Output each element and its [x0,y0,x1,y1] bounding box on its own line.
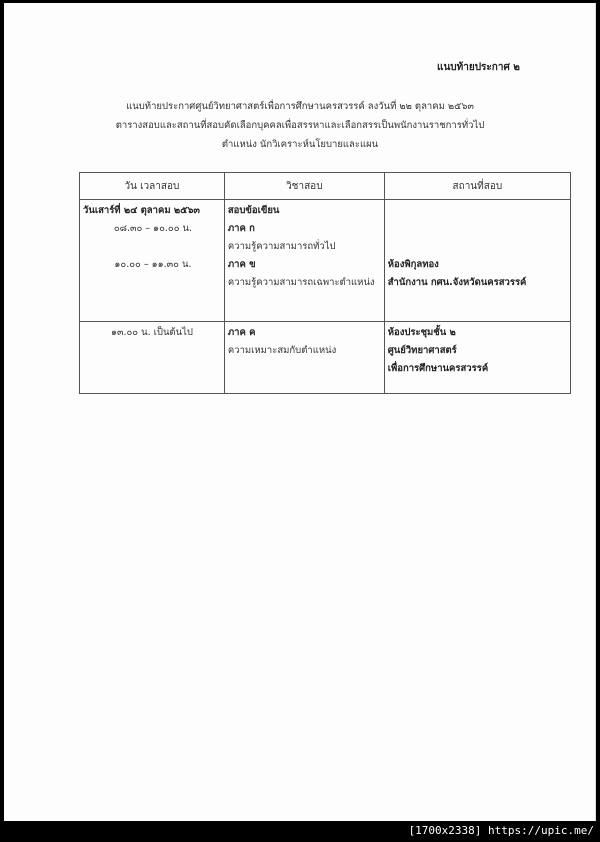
venue-office: สำนักงาน กศน.จังหวัดนครสวรรค์ [387,277,527,288]
exam-schedule-table [79,172,571,394]
part-c-label: ภาค ค [227,327,256,338]
part-b-desc: ความรู้ความสามารถเฉพาะตำแหน่ง [227,277,375,288]
venue-room: ห้องประชุมชั้น ๒ [387,327,456,338]
venue-center: ศูนย์วิทยาศาสตร์ [387,345,457,356]
exam-date: วันเสาร์ที่ ๒๔ ตุลาคม ๒๕๖๓ [83,205,200,216]
heading-line-1: แนบท้ายประกาศศูนย์วิทยาศาสตร์เพื่อการศึกษานครสวรรค์ ลงวันที่ ๒๒ ตุลาคม ๒๕๖๓ [126,101,474,112]
heading-line-2: ตารางสอบและสถานที่สอบคัดเลือกบุคคลเพื่อสรรหาและเลือกสรรเป็นพนักงานราชการทั่วไป [115,120,485,131]
subject-cell [224,322,384,394]
part-a-desc: ความรู้ความสามารถทั่วไป [227,241,336,252]
part-b-label: ภาค ข [227,259,256,270]
table-row [80,200,571,322]
venue-room: ห้องพิกุลทอง [387,259,439,270]
table-header-row [80,173,571,200]
time-cell [80,322,225,394]
part-c-desc: ความเหมาะสมกับตำแหน่ง [227,345,337,356]
part-a-label: ภาค ก [227,223,255,234]
date-time-cell [80,200,225,322]
venue-cell [384,200,570,322]
venue-center-2: เพื่อการศึกษานครสวรรค์ [387,363,489,374]
time-slot-1: ๐๘.๓๐ – ๑๐.๐๐ น. [113,223,193,234]
image-watermark: [1700x2338] https://upic.me/ [408,824,594,837]
time-slot-3: ๑๓.๐๐ น. เป็นต้นไป [110,327,193,338]
subject-cell [224,200,384,322]
header-date-time: วัน เวลาสอบ [80,173,225,200]
header-subject: วิชาสอบ [224,173,384,200]
table-row [80,322,571,394]
venue-cell [384,322,570,394]
header-venue: สถานที่สอบ [384,173,570,200]
subject-title: สอบข้อเขียน [227,205,280,216]
heading-line-3: ตำแหน่ง นักวิเคราะห์นโยบายและแผน [221,139,379,150]
time-slot-2: ๑๐.๐๐ – ๑๑.๓๐ น. [114,259,192,270]
annex-label: แนบท้ายประกาศ ๒ [437,62,520,73]
